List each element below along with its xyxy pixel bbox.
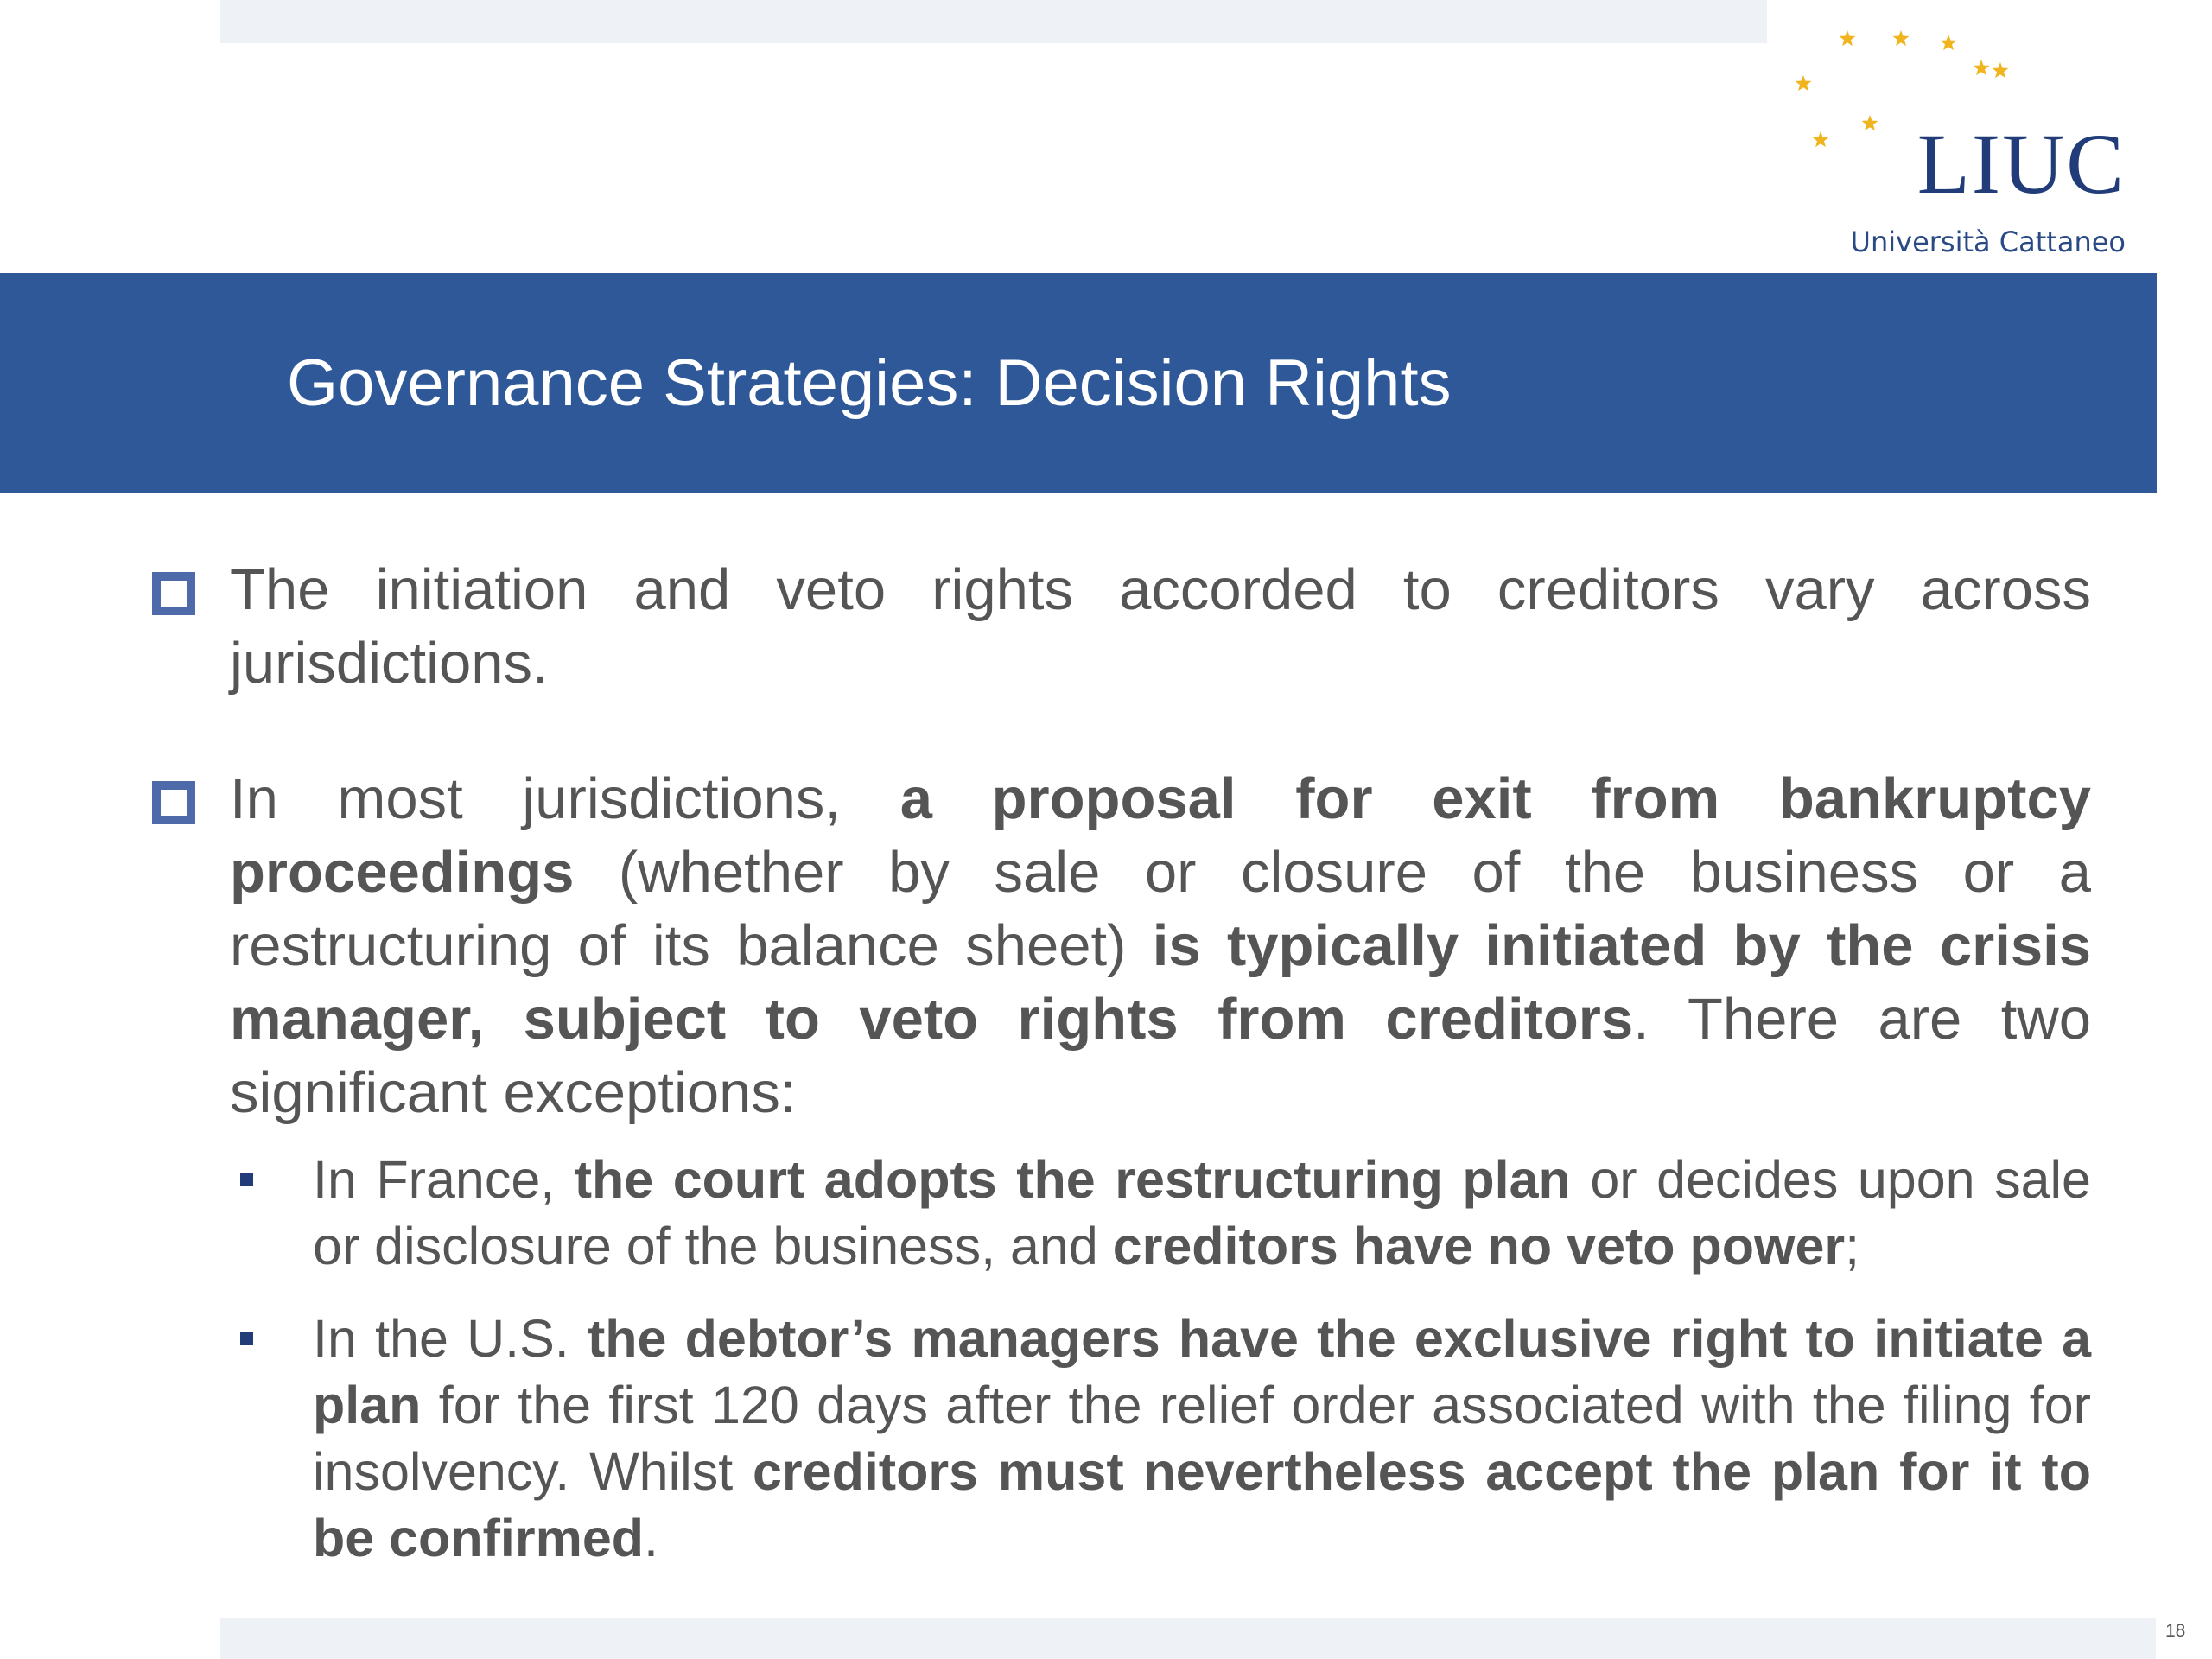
bold-text-run: the court adopts the restructuring plan [574, 1150, 1571, 1209]
text-run: or decides upon sale or disclosure of the business, and [313, 1150, 2091, 1275]
star-icon [1941, 35, 1957, 50]
small-square-bullet-icon [240, 1173, 253, 1186]
star-icon [1796, 75, 1812, 91]
bullet-1 [147, 553, 2091, 700]
square-bullet-icon [152, 572, 195, 615]
star-icon [1893, 30, 1910, 46]
text-run: In the U.S. [313, 1309, 588, 1368]
sub-bullet-list [147, 1147, 2091, 1572]
top-decorative-strip [220, 0, 1767, 43]
logo-mark: LIUC [1916, 116, 2126, 212]
star-icon [1813, 131, 1829, 147]
star-icon [1840, 30, 1856, 46]
slide-content [147, 553, 2091, 1598]
bottom-decorative-strip [220, 1618, 2156, 1659]
text-run: The initiation and veto rights accorded to creditors vary across jurisdictions. [230, 557, 2091, 696]
star-icon [1974, 60, 1990, 75]
sub-bullet-france [147, 1147, 2091, 1280]
bold-text-run: the debtor’s managers have the exclusive right to initiate a plan [313, 1309, 2091, 1434]
logo-subtitle: Università Cattaneo [1850, 226, 2126, 258]
bullet-2 [147, 762, 2091, 1129]
bold-text-run: a proposal for exit from bankruptcy proceedings [230, 766, 2091, 905]
liuc-logo [1789, 17, 2152, 259]
slide-title: Governance Strategies: Decision Rights [287, 346, 1452, 420]
sub-bullet-france-text [313, 1150, 2091, 1275]
bullet-1-text [230, 557, 2091, 696]
bold-text-run: is typically initiated by the crisis manager, subject to veto rights from creditors [230, 913, 2091, 1052]
text-run: (whether by sale or closure of the business or a restructuring of its balance sheet) [230, 840, 2091, 978]
bullet-2-text [230, 766, 2091, 1125]
page-number: 18 [2165, 1621, 2186, 1641]
bold-text-run: creditors must nevertheless accept the plan for it to be confirmed [313, 1442, 2091, 1567]
small-square-bullet-icon [240, 1332, 253, 1345]
bold-text-run: creditors have no veto power [1112, 1217, 1846, 1275]
sub-bullet-us [147, 1306, 2091, 1572]
square-bullet-icon [152, 781, 195, 824]
star-icon [1993, 62, 2009, 78]
text-run: In most jurisdictions, [230, 766, 900, 831]
text-run: . There are two significant exceptions: [230, 987, 2091, 1125]
text-run: . [644, 1509, 658, 1567]
star-icon [1862, 115, 1878, 130]
text-run: ; [1845, 1217, 1860, 1275]
sub-bullet-us-text [313, 1309, 2091, 1567]
text-run: In France, [313, 1150, 575, 1209]
text-run: for the first 120 days after the relief order associated with the filing for insolvency. Whilst [313, 1376, 2091, 1501]
